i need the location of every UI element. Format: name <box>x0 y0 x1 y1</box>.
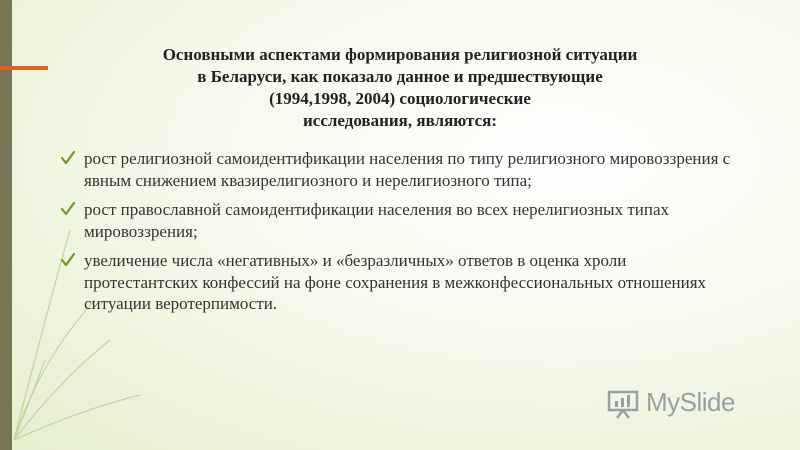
bullet-item <box>60 199 740 242</box>
checkmark-icon <box>60 252 76 268</box>
title-line-2: в Беларуси, как показало данное и предшествующие <box>197 67 603 86</box>
watermark-text: MySlide <box>646 387 735 417</box>
title-line-1: Основными аспектами формирования религиозной ситуации <box>162 45 638 64</box>
checkmark-icon <box>60 201 76 217</box>
presentation-board-icon <box>606 389 640 419</box>
bullet-item <box>60 250 740 315</box>
title-line-4: исследования, являются: <box>302 111 497 130</box>
checkmark-icon <box>60 150 76 166</box>
bullet-list <box>60 148 740 323</box>
bullet-item <box>60 148 740 191</box>
bullet-text: рост религиозной самоидентификации населения по типу религиозного мировоззрения с явным снижением квазирелигиозного и нерелигиозного типа; <box>84 149 731 190</box>
title-line-3: (1994,1998, 2004) социологические <box>269 89 531 108</box>
bullet-text: рост православной самоидентификации населения во всех нерелигиозных типах мировоззрения; <box>84 200 669 241</box>
watermark-logo <box>606 386 766 422</box>
slide-title <box>150 44 650 132</box>
bullet-text: увеличение числа «негативных» и «безразличных» ответов в оценка хроли протестантских конфессий на фоне сохранения в межконфессиональных отношениях ситуации веротерпимости. <box>84 251 707 313</box>
